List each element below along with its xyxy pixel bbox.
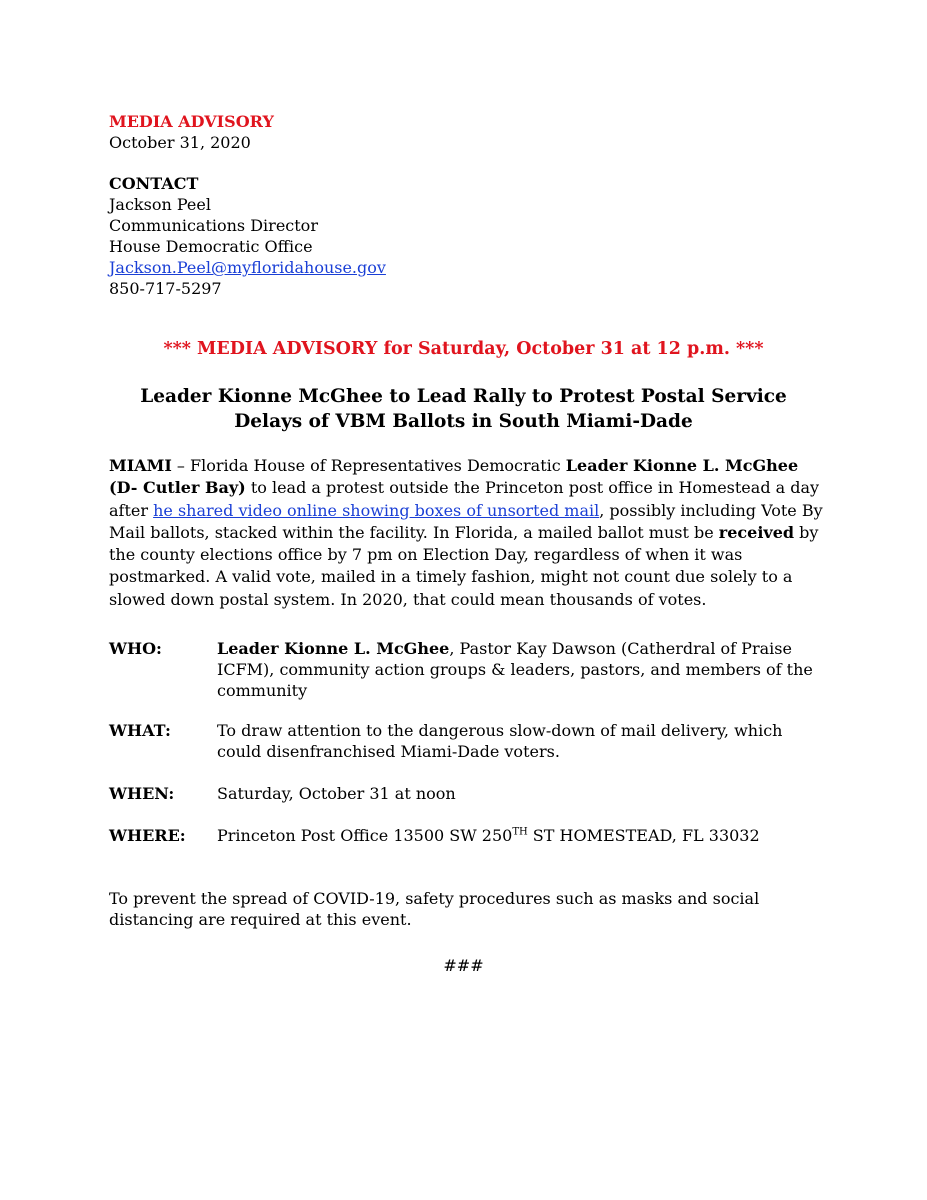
district: (D- Cutler Bay) (109, 478, 246, 498)
advisory-banner: *** MEDIA ADVISORY for Saturday, October 31 at 12 p.m. *** (163, 339, 764, 359)
end-mark: ### (443, 956, 484, 975)
contact-email-link[interactable]: Jackson.Peel@myfloridahouse.gov (109, 258, 386, 277)
received-emphasis: received (718, 522, 795, 542)
video-link[interactable]: he shared video online showing boxes of unsorted mail (153, 500, 600, 520)
what-value: To draw attention to the dangerous slow-down of mail delivery, which could disenfranchised Miami-Dade voters. (217, 721, 783, 761)
contact-name: Jackson Peel (109, 195, 211, 214)
dateline: MIAMI (109, 456, 172, 475)
closing-paragraph: To prevent the spread of COVID-19, safety procedures such as masks and social distancing are required at this event. (109, 889, 760, 929)
contact-block (109, 173, 386, 299)
where-label: WHERE: (109, 826, 186, 845)
advisory-date: October 31, 2020 (109, 133, 251, 152)
headline (0, 384, 927, 434)
what-label: WHAT: (109, 721, 171, 740)
contact-office: House Democratic Office (109, 237, 313, 256)
advisory-title: MEDIA ADVISORY (109, 112, 274, 131)
leader-name: Leader Kionne L. McGhee (565, 456, 799, 475)
where-value: Princeton Post Office 13500 SW 250TH ST HOMESTEAD, FL 33032 (217, 826, 760, 845)
contact-heading: CONTACT (109, 174, 199, 193)
advisory-header (109, 111, 274, 153)
headline-line-1: Leader Kionne McGhee to Lead Rally to Protest Postal Service (140, 386, 787, 407)
when-value: Saturday, October 31 at noon (217, 784, 456, 803)
contact-phone: 850-717-5297 (109, 279, 222, 298)
who-value: Leader Kionne L. McGhee, Pastor Kay Dawson (Catherdral of Praise ICFM), community action groups & leaders, pastors, and members of the community (217, 639, 813, 700)
contact-role: Communications Director (109, 216, 318, 235)
headline-line-2: Delays of VBM Ballots in South Miami-Dade (234, 411, 693, 432)
who-label: WHO: (109, 639, 162, 658)
body-paragraph: MIAMI – Florida House of Representatives Democratic Leader Kionne L. McGhee (D- Cutler Bay) to lead a protest outside the Princeton post office in Homestead a day after he shared video online showing boxes of unsorted mail, possibly including Vote By Mail ballots, stacked within the facility. In Florida, a mailed ballot must be received by the county elections office by 7 pm on Election Day, regardless of when it was postmarked. A valid vote, mailed in a timely fashion, might not count due solely to a slowed down postal system. In 2020, that could mean thousands of votes. (109, 456, 823, 609)
when-label: WHEN: (109, 784, 175, 803)
